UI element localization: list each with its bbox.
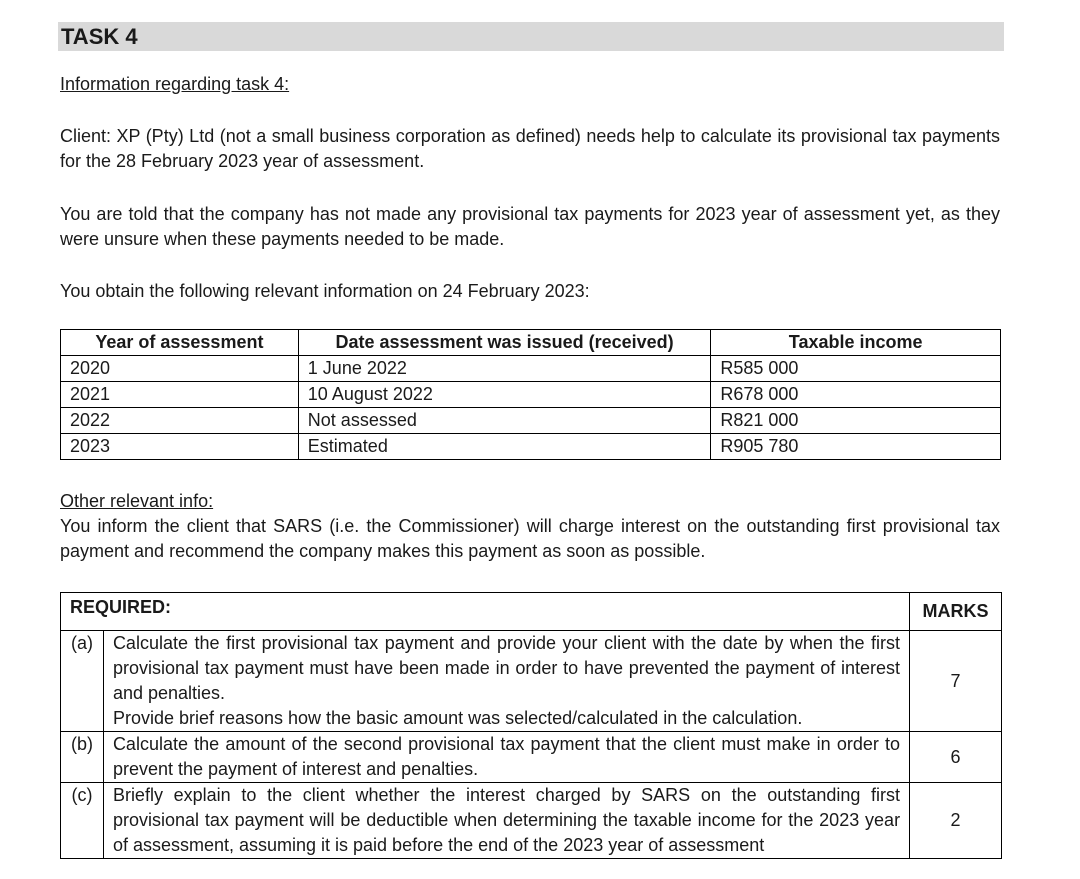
assessment-table <box>60 329 1001 460</box>
item-marks: 6 <box>910 732 1002 783</box>
item-label: (a) <box>61 631 104 732</box>
required-item-row <box>61 631 1002 732</box>
item-marks: 7 <box>910 631 1002 732</box>
marks-heading: MARKS <box>910 593 1002 631</box>
item-text-part: Calculate the first provisional tax payment and provide your client with the date by when the first provisional tax payment must have been made in order to have prevented the payment of interest and penalties. <box>112 633 901 703</box>
task-title: TASK 4 <box>61 24 138 49</box>
table-row <box>61 434 1001 460</box>
told-paragraph: You are told that the company has not made any provisional tax payments for 2023 year of assessment yet, as they were unsure when these payments needed to be made. <box>60 204 1000 249</box>
required-item-row <box>61 783 1002 859</box>
cell-year: 2023 <box>61 434 299 460</box>
cell-year: 2022 <box>61 408 299 434</box>
cell-date: Not assessed <box>298 408 711 434</box>
cell-date: 1 June 2022 <box>298 356 711 382</box>
client-paragraph: Client: XP (Pty) Ltd (not a small business corporation as defined) needs help to calculate its provisional tax payments for the 28 February 2023 year of assessment. <box>60 126 1000 171</box>
column-header-year: Year of assessment <box>61 330 299 356</box>
cell-income: R905 780 <box>711 434 1001 460</box>
column-header-date: Date assessment was issued (received) <box>298 330 711 356</box>
item-label: (b) <box>61 732 104 783</box>
cell-income: R678 000 <box>711 382 1001 408</box>
other-info-paragraph: You inform the client that SARS (i.e. the Commissioner) will charge interest on the outstanding first provisional tax payment and recommend the company makes this payment as soon as possible. <box>60 516 1000 561</box>
table-header-row <box>61 330 1001 356</box>
cell-year: 2020 <box>61 356 299 382</box>
required-item-row <box>61 732 1002 783</box>
other-info-heading: Other relevant info: <box>60 491 214 511</box>
cell-income: R585 000 <box>711 356 1001 382</box>
item-text-part: Provide brief reasons how the basic amount was selected/calculated in the calculation. <box>112 708 803 728</box>
item-label: (c) <box>61 783 104 859</box>
column-header-income: Taxable income <box>711 330 1001 356</box>
info-heading: Information regarding task 4: <box>60 74 290 94</box>
item-marks: 2 <box>910 783 1002 859</box>
table-row <box>61 408 1001 434</box>
cell-date: 10 August 2022 <box>298 382 711 408</box>
item-text: Calculate the amount of the second provisional tax payment that the client must make in order to prevent the payment of interest and penalties. <box>103 732 909 783</box>
cell-year: 2021 <box>61 382 299 408</box>
required-table <box>60 592 1002 859</box>
item-text: Briefly explain to the client whether the interest charged by SARS on the outstanding first provisional tax payment will be deductible when determining the taxable income for the 2023 year of assessment, assuming it is paid before the end of the 2023 year of assessment <box>103 783 909 859</box>
item-text <box>103 631 909 732</box>
required-header-row <box>61 593 1002 631</box>
cell-income: R821 000 <box>711 408 1001 434</box>
table-row <box>61 356 1001 382</box>
cell-date: Estimated <box>298 434 711 460</box>
obtain-paragraph: You obtain the following relevant information on 24 February 2023: <box>60 281 590 301</box>
task-header-bar <box>58 22 1004 51</box>
table-row <box>61 382 1001 408</box>
required-heading: REQUIRED: <box>61 593 910 631</box>
